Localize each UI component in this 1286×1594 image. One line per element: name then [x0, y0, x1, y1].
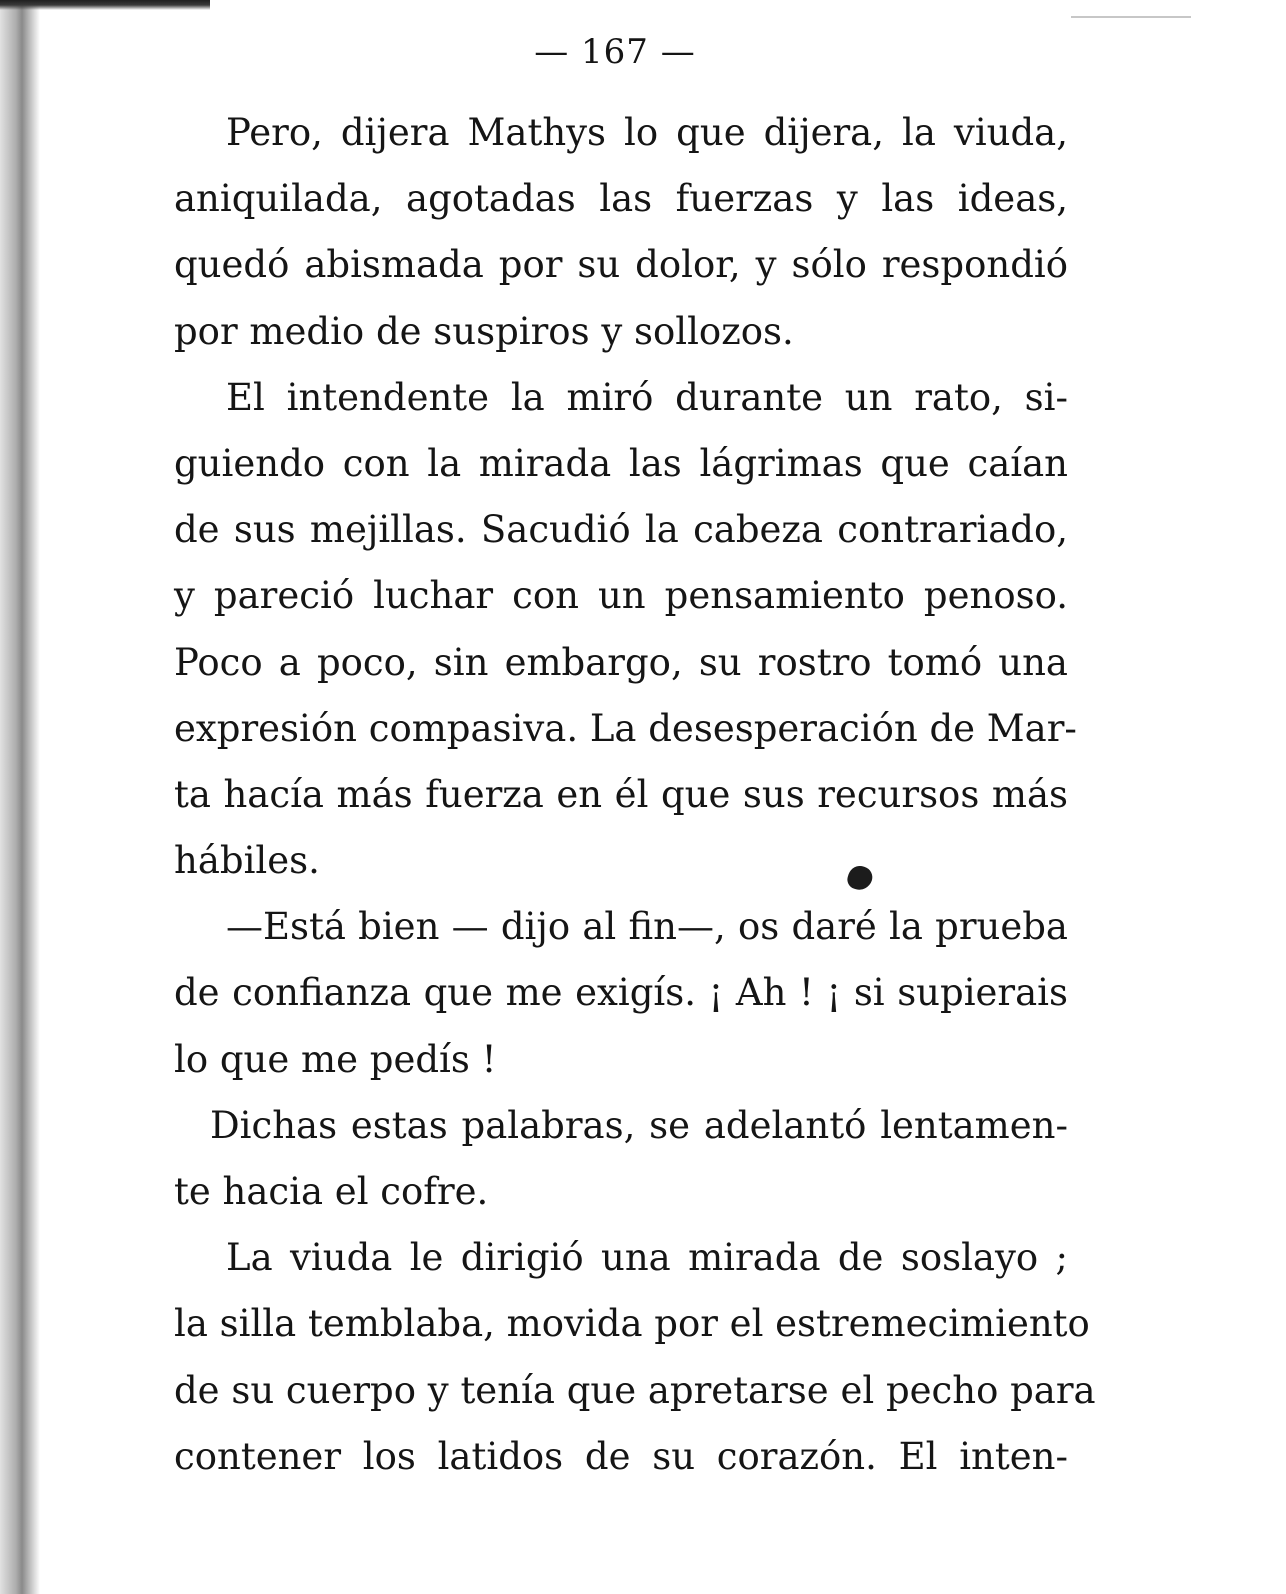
text-line: aniquilada, agotadas las fuerzas y las ideas,	[174, 177, 1068, 221]
text-line: de confianza que me exigís. ¡ Ah ! ¡ si supierais	[174, 971, 1068, 1015]
text-line: expresión compasiva. La desesperación de Mar-	[174, 706, 1077, 750]
text-line: Poco a poco, sin embargo, su rostro tomó una	[174, 640, 1068, 684]
scan-edge-mark-right	[1071, 16, 1191, 18]
text-line: te hacia el cofre.	[174, 1170, 489, 1213]
text-line: hábiles.	[174, 839, 320, 883]
text-line: por medio de suspiros y sollozos.	[174, 309, 794, 353]
text-line: La viuda le dirigió una mirada de soslayo ;	[226, 1236, 1068, 1280]
text-line: El intendente la miró durante un rato, si-	[226, 375, 1068, 419]
text-line: de sus mejillas. Sacudió la cabeza contrariado,	[174, 508, 1068, 552]
text-line: Pero, dijera Mathys lo que dijera, la viuda,	[226, 111, 1068, 154]
text-line: ta hacía más fuerza en él que sus recursos más	[174, 772, 1068, 816]
text-line: quedó abismada por su dolor, y sólo respondió	[174, 243, 1068, 287]
text-line: —Está bien — dijo al fin—, os daré la prueba	[226, 905, 1068, 949]
text-line: lo que me pedís !	[174, 1037, 497, 1081]
text-line: de su cuerpo y tenía que apretarse el pecho para	[174, 1368, 1096, 1412]
text-line: guiendo con la mirada las lágrimas que caían	[174, 441, 1068, 485]
text-line: Dichas estas palabras, se adelantó lentamen-	[210, 1103, 1068, 1147]
text-line: la silla temblaba, movida por el estremecimiento	[174, 1302, 1090, 1346]
text-line: contener los latidos de su corazón. El inten-	[174, 1434, 1068, 1478]
body-text	[174, 100, 1096, 1490]
page-binding-shadow	[0, 0, 40, 1594]
page-number: — 167 —	[534, 32, 696, 72]
text-line: y pareció luchar con un pensamiento penoso.	[174, 574, 1068, 618]
scan-edge-mark	[0, 0, 210, 10]
